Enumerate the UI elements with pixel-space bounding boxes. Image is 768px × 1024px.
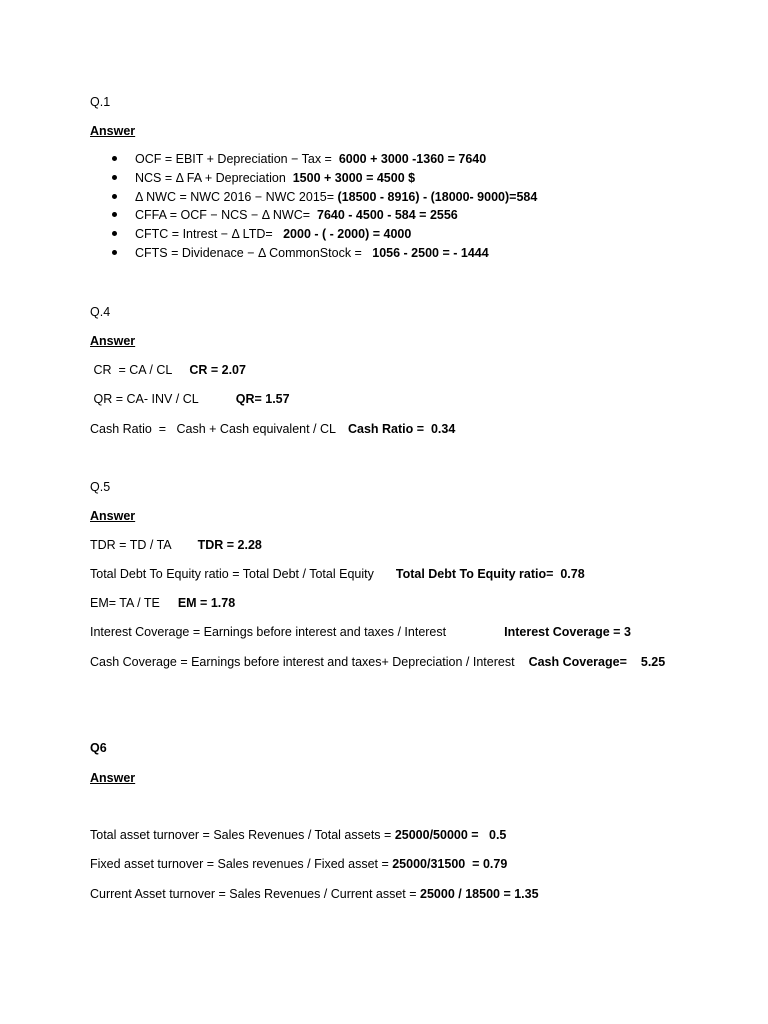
cr-result: CR = 2.07 — [189, 363, 246, 377]
q1-heading: Q.1 — [90, 95, 111, 109]
list-item — [112, 207, 537, 226]
ocf-result: 6000 + 3000 -1360 = 7640 — [338, 152, 487, 166]
quick-ratio-line — [90, 391, 290, 407]
cash-ratio-line — [90, 421, 455, 437]
q5-answer-label: Answer — [90, 509, 136, 523]
q1-bullet-list — [112, 151, 537, 264]
tdr-line — [90, 537, 262, 553]
em-result: EM = 1.78 — [177, 596, 236, 610]
cash-coverage-line — [90, 654, 665, 670]
current-ratio-line — [90, 362, 246, 378]
list-item — [112, 151, 537, 170]
ncs-formula: NCS = Δ FA + Depreciation — [135, 170, 293, 185]
tdr-formula: TDR = TD / TA — [90, 538, 172, 552]
current-asset-turnover-line — [90, 886, 539, 902]
q4-answer-label: Answer — [90, 334, 136, 348]
interest-coverage-formula: Interest Coverage = Earnings before interest and taxes / Interest — [90, 625, 447, 639]
list-item — [112, 245, 537, 264]
q6-heading: Q6 — [90, 741, 107, 755]
tat-formula: Total asset turnover = Sales Revenues / Total assets = — [90, 828, 395, 842]
bullet-icon — [112, 250, 117, 255]
debt-equity-line — [90, 566, 585, 582]
cash-ratio-formula: Cash Ratio = Cash + Cash equivalent / CL — [90, 422, 336, 436]
q5-heading: Q.5 — [90, 480, 111, 494]
list-item — [112, 226, 537, 245]
cfts-result: 1056 - 2500 = - 1444 — [372, 245, 489, 260]
q4-heading: Q.4 — [90, 305, 111, 319]
bullet-icon — [112, 194, 117, 199]
em-formula: EM= TA / TE — [90, 596, 160, 610]
list-item — [112, 189, 537, 208]
equity-multiplier-line — [90, 595, 235, 611]
cash-coverage-value: 5.25 — [640, 655, 666, 669]
ncs-result: 1500 + 3000 = 4500 $ — [292, 170, 416, 185]
cfts-formula: CFTS = Dividenace − Δ CommonStock = — [135, 245, 373, 260]
interest-coverage-result: Interest Coverage = 3 — [504, 625, 631, 639]
nwc-result: (18500 - 8916) - (18000- 9000)=584 — [337, 189, 538, 204]
bullet-icon — [112, 212, 117, 217]
bullet-icon — [112, 231, 117, 236]
fixed-asset-turnover-line — [90, 856, 507, 872]
tat-result: 25000/50000 = 0.5 — [394, 828, 507, 842]
fat-formula: Fixed asset turnover = Sales revenues / Fixed asset = — [90, 857, 393, 871]
q6-answer-label: Answer — [90, 771, 136, 785]
bullet-icon — [112, 175, 117, 180]
tdr-result: TDR = 2.28 — [197, 538, 262, 552]
cash-ratio-result: Cash Ratio = 0.34 — [347, 422, 456, 436]
ocf-formula: OCF = EBIT + Depreciation − Tax = — [135, 152, 339, 166]
cftc-result: 2000 - ( - 2000) = 4000 — [283, 227, 412, 242]
debt-equity-result: Total Debt To Equity ratio= 0.78 — [395, 567, 585, 581]
cffa-formula: CFFA = OCF − NCS − Δ NWC= — [135, 208, 318, 223]
list-item — [112, 170, 537, 189]
cffa-result: 7640 - 4500 - 584 = 2556 — [317, 208, 458, 223]
cash-coverage-label: Cash Coverage= — [528, 655, 627, 669]
cash-coverage-formula: Cash Coverage = Earnings before interest and taxes+ Depreciation / Interest — [90, 655, 515, 669]
qr-formula: QR = CA- INV / CL — [90, 392, 199, 406]
bullet-icon — [112, 156, 117, 161]
cat-result: 25000 / 18500 = 1.35 — [420, 887, 539, 901]
q1-answer-label: Answer — [90, 124, 136, 138]
cr-formula: CR = CA / CL — [90, 363, 173, 377]
cat-formula: Current Asset turnover = Sales Revenues / Current asset = — [90, 887, 421, 901]
total-asset-turnover-line — [90, 827, 506, 843]
qr-result: QR= 1.57 — [235, 392, 290, 406]
interest-coverage-line — [90, 624, 631, 640]
fat-result: 25000/31500 = 0.79 — [392, 857, 508, 871]
debt-equity-formula: Total Debt To Equity ratio = Total Debt / Total Equity — [90, 567, 374, 581]
cftc-formula: CFTC = Intrest − Δ LTD= — [135, 227, 284, 242]
nwc-formula: Δ NWC = NWC 2016 − NWC 2015= — [135, 189, 338, 204]
